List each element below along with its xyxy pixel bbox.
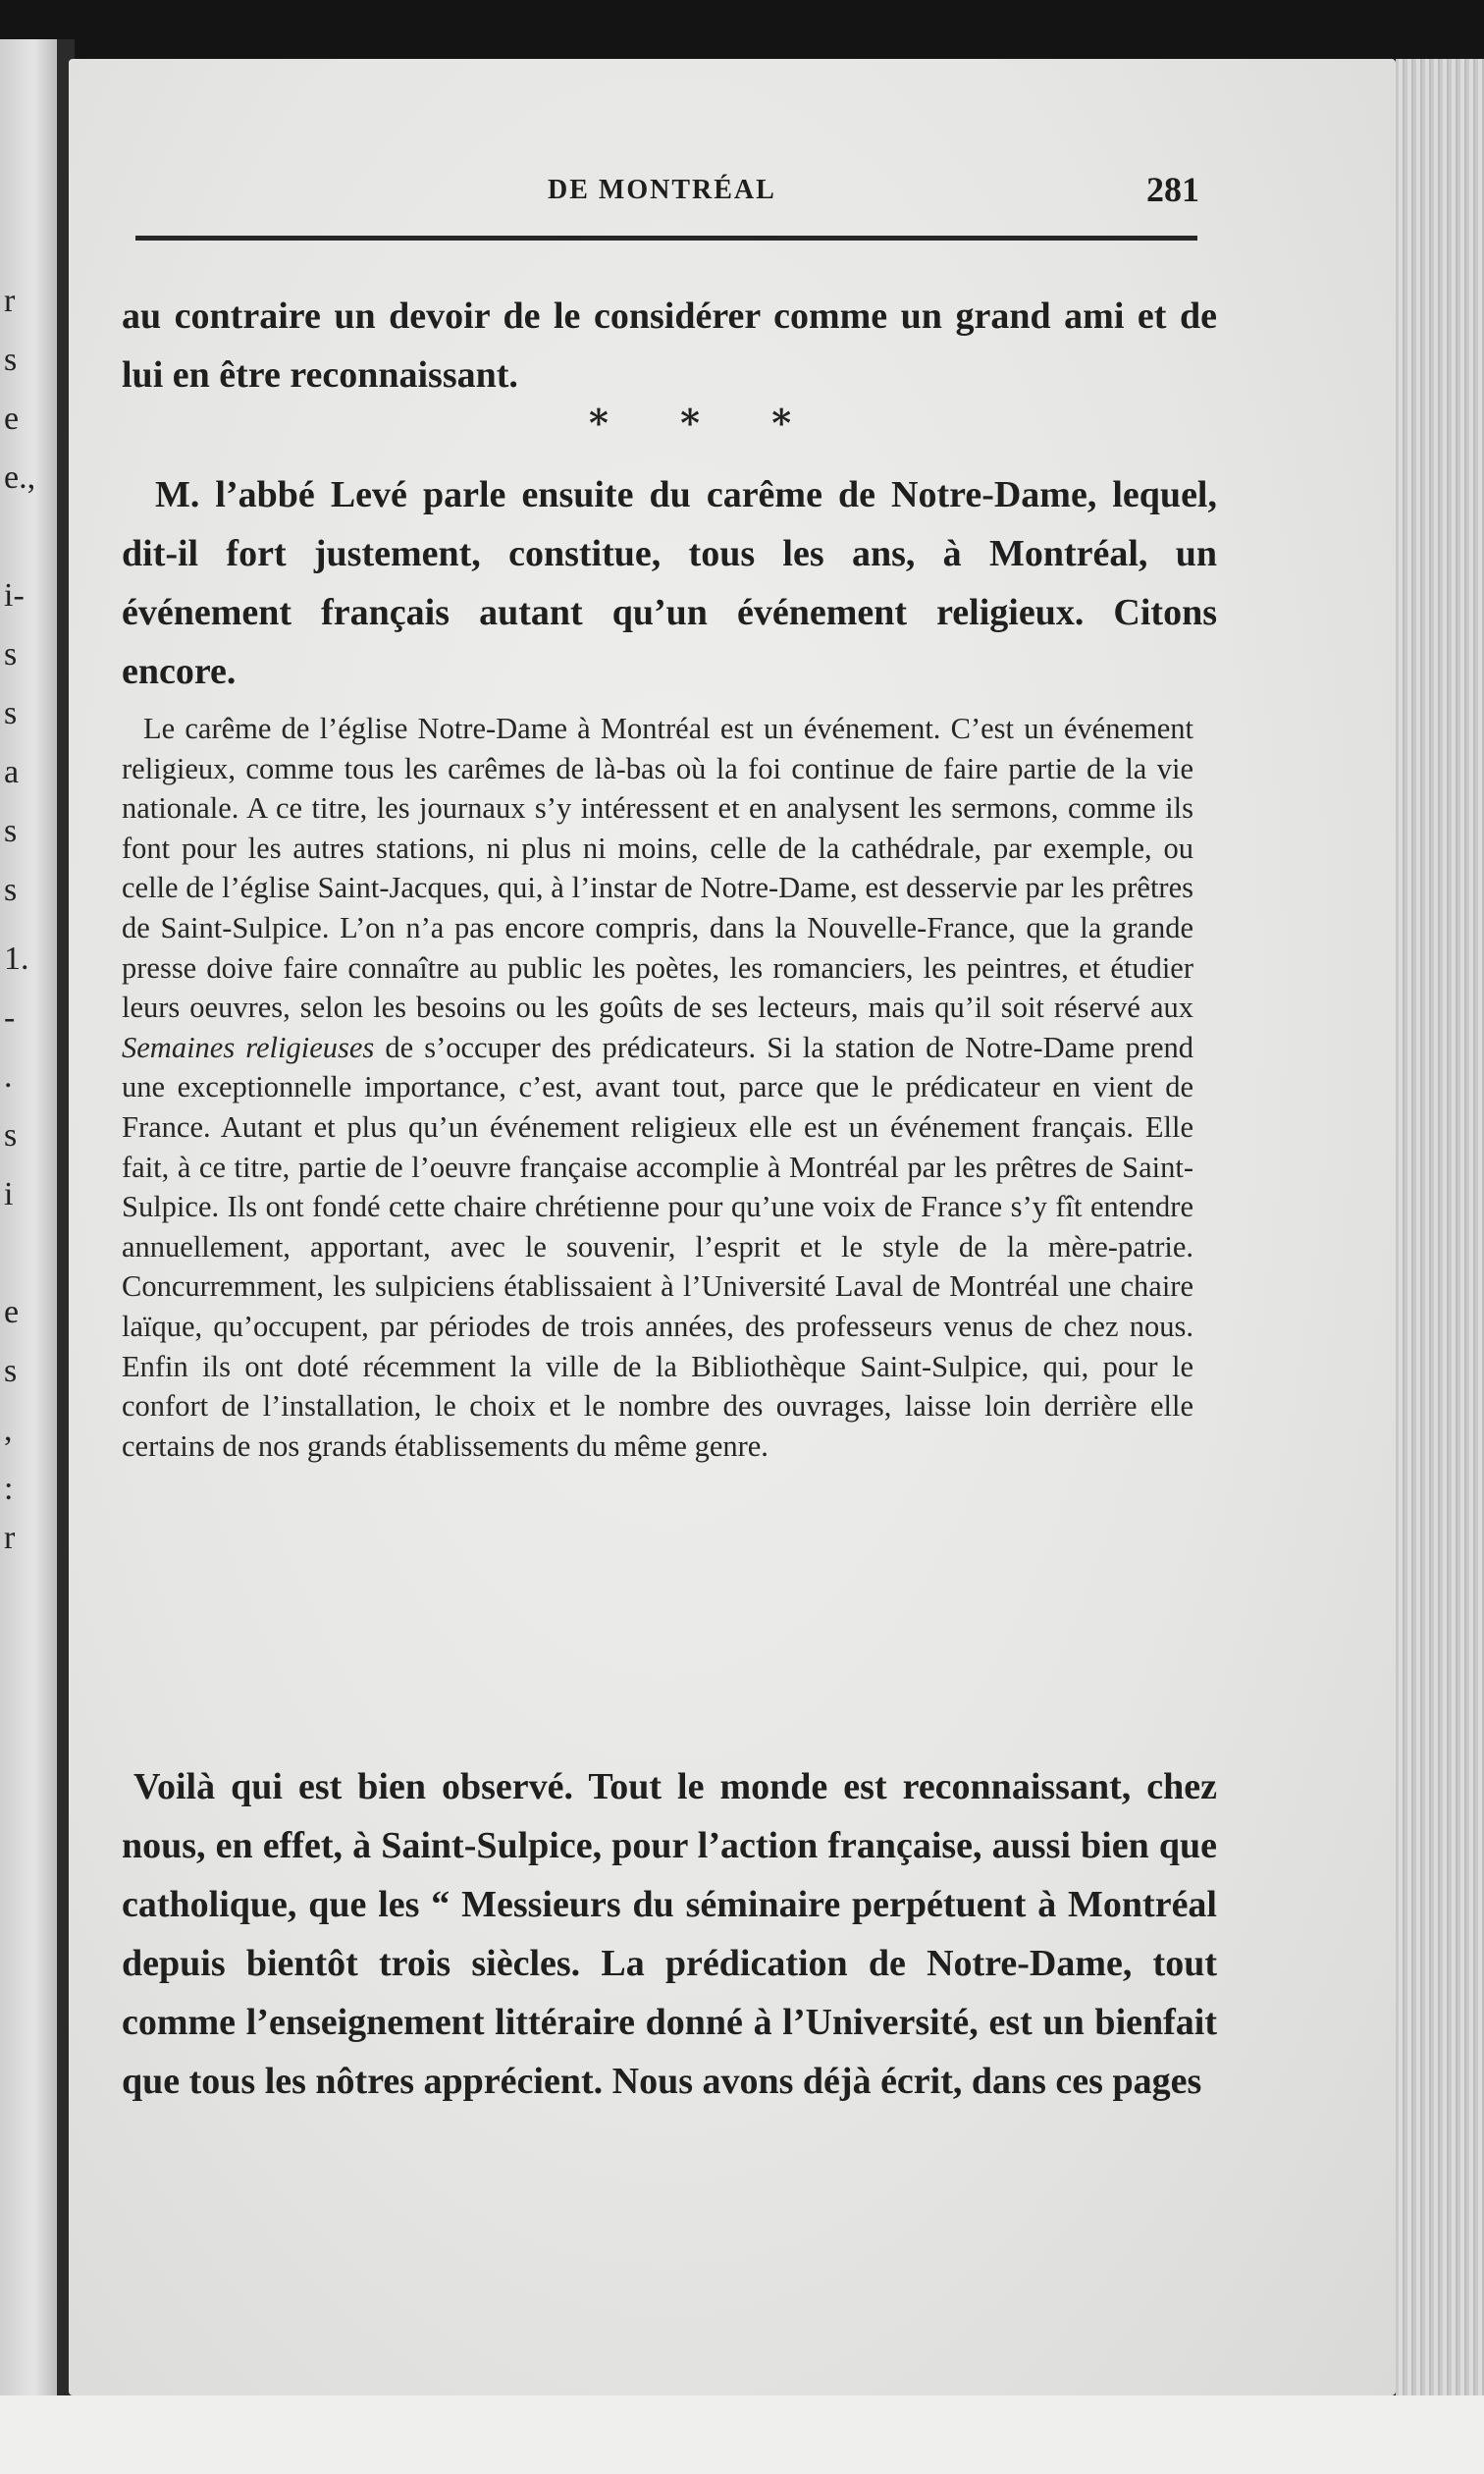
margin-fragment: e [4,1294,20,1330]
paragraph-continuation: au contraire un devoir de le considérer comme un grand ami et de lui en être reconnaissant. [122,296,1217,396]
quote-text-part-2: de s’occuper des prédicateurs. Si la station de Notre-Dame prend une exceptionnelle importance, c’est, avant tout, parce que le prédicateur en vient de France. Autant et plus qu’un événement religieux elle est un événement français. Elle fait, à ce titre, partie de l’oeuvre française accomplie à Montréal par les prêtres de Saint-Sulpice. Ils ont fondé cette chaire chrétienne pour qu’une voix de France s’y fît entendre annuellement, apportant, avec le souvenir, l’esprit et le style de la mère-patrie. Concurremment, les sulpiciens établissaient à l’Université Laval de Montréal une chaire laïque, qu’occupent, par périodes de trois années, des professeurs venus de chez nous. Enfin ils ont doté récemment la ville de la Bibliothèque Saint-Sulpice, qui, pour le confort de l’installation, le choix et le nombre des ouvrages, laisse loin derrière elle certains de nos grands établissements du même genre. [122,1030,1193,1463]
margin-fragment: s [4,1117,18,1154]
margin-fragment: e [4,401,20,437]
margin-fragment: s [4,695,18,731]
block-quote [122,709,1193,1466]
header-rule [135,236,1197,241]
margin-fragment: i [4,1176,14,1212]
margin-fragment: s [4,342,18,378]
margin-fragment: s [4,1353,18,1389]
margin-fragment: 1. [4,941,29,977]
margin-fragment: i- [4,577,25,614]
quote-italic-title: Semaines religieuses [122,1030,375,1064]
margin-fragment: s [4,813,18,849]
adjacent-page-edge [0,39,57,2474]
margin-fragment: s [4,872,18,908]
paragraph-commentary: Voilà qui est bien observé. Tout le monde est reconnaissant, chez nous, en effet, à Saint-Sulpice, pour l’action française, aussi bien que catholique, que les “ Messieurs du séminaire perpétuent à Montréal depuis bientôt trois siècles. La prédication de Notre-Dame, tout comme l’enseignement littéraire donné à l’Université, est un bienfait que tous les nôtres apprécient. Nous avons déjà écrit, dans ces pages [122,1766,1217,2102]
margin-fragment: - [4,999,16,1036]
margin-fragment: , [4,1412,13,1448]
margin-fragment: r [4,1520,16,1556]
margin-fragment: : [4,1471,14,1507]
page-number: 281 [1146,170,1199,209]
margin-fragment: r [4,283,16,319]
margin-fragment: . [4,1058,13,1095]
page-bottom-margin [0,2395,1484,2474]
margin-fragment: a [4,754,20,790]
running-title: DE MONTRÉAL [548,175,776,205]
section-separator: * * * [589,401,822,445]
page-stack-edge [1396,59,1484,2474]
margin-fragment: e., [4,459,36,496]
quote-text-part-1: Le carême de l’église Notre-Dame à Montréal est un événement. C’est un événement religieux, comme tous les carêmes de là-bas où la foi continue de faire partie de la vie nationale. A ce titre, les journaux s’y intéressent et en analysent les sermons, comme ils font pour les autres stations, ni plus ni moins, celle de la cathédrale, par exemple, ou celle de l’église Saint-Jacques, qui, à l’instar de Notre-Dame, est desservie par les prêtres de Saint-Sulpice. L’on n’a pas encore compris, dans la Nouvelle-France, que la grande presse doive faire connaître au public les poètes, les romanciers, les peintres, et étudier leurs oeuvres, selon les besoins ou les goûts de ses lecteurs, mais qu’il soit réservé aux [122,712,1193,1025]
margin-fragment: s [4,636,18,672]
paragraph-leve: M. l’abbé Levé parle ensuite du carême de Notre-Dame, lequel, dit-il fort justement, constitue, tous les ans, à Montréal, un événement français autant qu’un événement religieux. Citons encore. [122,474,1217,692]
